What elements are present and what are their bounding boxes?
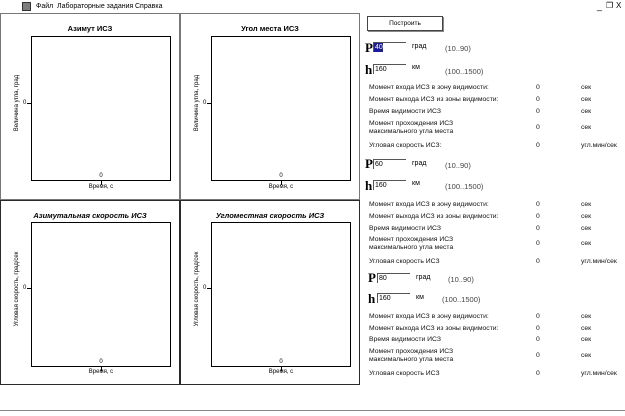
entry-time-label: Момент входа ИСЗ в зону видимости: [369, 84, 489, 91]
y-tick-label: 0 [203, 285, 207, 291]
exit-time-unit: сек [581, 96, 592, 103]
minimize-icon[interactable]: _ [597, 1, 603, 11]
azimuth-rate-panel [0, 200, 180, 385]
restore-icon[interactable]: ❐ [606, 1, 614, 10]
p-unit: град [416, 274, 431, 281]
elevation-panel [180, 13, 360, 200]
p-label: P [365, 40, 373, 55]
y-axis-label: Величина угла, град [14, 74, 20, 132]
entry-time-value: 0 [536, 84, 540, 91]
p-input[interactable] [373, 159, 406, 169]
angular-speed-unit: угл.мин/сек [581, 142, 617, 149]
status-bar-divider [0, 410, 625, 411]
angular-speed-unit: угл.мин/сек [581, 370, 617, 377]
exit-time-unit: сек [581, 213, 592, 220]
y-tick-mark [27, 288, 31, 289]
entry-time-label: Момент входа ИСЗ в зону видимости: [369, 201, 489, 208]
p-unit: град [412, 160, 427, 167]
menu-labs[interactable]: Лабораторные задания [57, 3, 134, 10]
visibility-time-unit: сек [581, 336, 592, 343]
exit-time-label: Момент выхода ИСЗ из зоны видимости: [369, 96, 499, 103]
visibility-time-label: Время видимости ИСЗ [369, 336, 441, 343]
h-input[interactable] [373, 180, 406, 190]
entry-time-unit: сек [581, 201, 592, 208]
h-unit: км [416, 294, 424, 301]
x-axis-label: Время, с [268, 369, 294, 375]
h-range: (100..1500) [445, 182, 484, 191]
azimuth-rate-plot [31, 222, 171, 367]
x-axis-label: Время, с [268, 184, 294, 190]
h-input[interactable] [377, 293, 410, 303]
angular-speed-label: Угловая скорость ИСЗ: [369, 142, 442, 149]
x-tick-label: 0 [279, 173, 283, 179]
elevation-rate-panel [180, 200, 360, 385]
y-tick-label: 0 [23, 100, 27, 106]
angular-speed-value: 0 [536, 258, 540, 265]
p-input[interactable] [377, 273, 410, 283]
y-tick-label: 0 [203, 100, 207, 106]
angular-speed-label: Угловая скорость ИСЗ [369, 258, 440, 265]
visibility-time-value: 0 [536, 336, 540, 343]
azimuth-plot [31, 36, 171, 181]
p-label: P [365, 156, 373, 171]
p-range: (10..90) [445, 161, 471, 170]
h-unit: км [412, 64, 420, 71]
visibility-time-unit: сек [581, 225, 592, 232]
panel-title: Азимут ИСЗ [67, 24, 113, 33]
max-elevation-time-value: 0 [536, 352, 540, 359]
max-elevation-time-label: Момент прохождения ИСЗ максимального угла места [369, 120, 454, 135]
y-axis-label: Угловая скорость, град/сек [14, 251, 20, 327]
exit-time-value: 0 [536, 325, 540, 332]
panel-title: Угол места ИСЗ [241, 24, 299, 33]
entry-time-value: 0 [536, 313, 540, 320]
visibility-time-value: 0 [536, 225, 540, 232]
angular-speed-value: 0 [536, 142, 540, 149]
exit-time-unit: сек [581, 325, 592, 332]
max-elevation-time-label: Момент прохождения ИСЗ максимального угла места [369, 236, 454, 251]
p-range: (10..90) [448, 275, 474, 284]
entry-time-unit: сек [581, 84, 592, 91]
entry-time-unit: сек [581, 313, 592, 320]
y-tick-mark [207, 288, 211, 289]
x-axis-label: Время, с [88, 184, 114, 190]
p-range: (10..90) [445, 44, 471, 53]
panel-title: Угломестная скорость ИСЗ [215, 211, 325, 220]
y-tick-mark [207, 103, 211, 104]
p-input[interactable] [373, 42, 406, 52]
entry-time-value: 0 [536, 201, 540, 208]
x-tick-label: 0 [99, 359, 103, 365]
max-elevation-time-unit: сек [581, 352, 592, 359]
visibility-time-label: Время видимости ИСЗ [369, 108, 441, 115]
exit-time-label: Момент выхода ИСЗ из зоны видимости: [369, 213, 499, 220]
max-elevation-time-value: 0 [536, 124, 540, 131]
menu-file[interactable]: Файл [36, 3, 54, 10]
h-input[interactable] [373, 64, 406, 74]
h-label: h [365, 178, 373, 193]
angular-speed-value: 0 [536, 370, 540, 377]
p-unit: град [412, 43, 427, 50]
close-icon[interactable]: X [616, 1, 622, 10]
h-label: h [365, 62, 373, 77]
h-range: (100..1500) [442, 295, 481, 304]
entry-time-label: Момент входа ИСЗ в зону видимости: [369, 313, 489, 320]
max-elevation-time-unit: сек [581, 124, 592, 131]
exit-time-label: Момент выхода ИСЗ из зоны видимости: [369, 325, 499, 332]
x-tick-label: 0 [99, 173, 103, 179]
p-label: P [368, 270, 376, 285]
elevation-rate-plot [211, 222, 351, 367]
x-tick-label: 0 [279, 359, 283, 365]
visibility-time-label: Время видимости ИСЗ [369, 225, 441, 232]
max-elevation-time-label: Момент прохождения ИСЗ максимального угла места [369, 348, 454, 363]
h-label: h [368, 291, 376, 306]
elevation-plot [211, 36, 351, 181]
max-elevation-time-value: 0 [536, 240, 540, 247]
exit-time-value: 0 [536, 213, 540, 220]
x-axis-label: Время, с [88, 369, 114, 375]
azimuth-panel [0, 13, 180, 200]
angular-speed-label: Угловая скорость ИСЗ [369, 370, 440, 377]
max-elevation-time-unit: сек [581, 240, 592, 247]
y-axis-label: Величина угла, град [194, 74, 200, 132]
menu-help[interactable]: Справка [135, 3, 163, 10]
app-icon[interactable] [22, 2, 31, 11]
menu-bar [0, 0, 625, 13]
y-tick-mark [27, 103, 31, 104]
h-unit: км [412, 180, 420, 187]
visibility-time-value: 0 [536, 108, 540, 115]
visibility-time-unit: сек [581, 108, 592, 115]
panel-title: Азимутальная скорость ИСЗ [33, 211, 147, 220]
build-button[interactable]: Построить [367, 16, 443, 31]
h-range: (100..1500) [445, 67, 484, 76]
y-axis-label: Угловая скорость, град/сек [194, 251, 200, 327]
exit-time-value: 0 [536, 96, 540, 103]
y-tick-label: 0 [23, 285, 27, 291]
angular-speed-unit: угл.мин/сек [581, 258, 617, 265]
